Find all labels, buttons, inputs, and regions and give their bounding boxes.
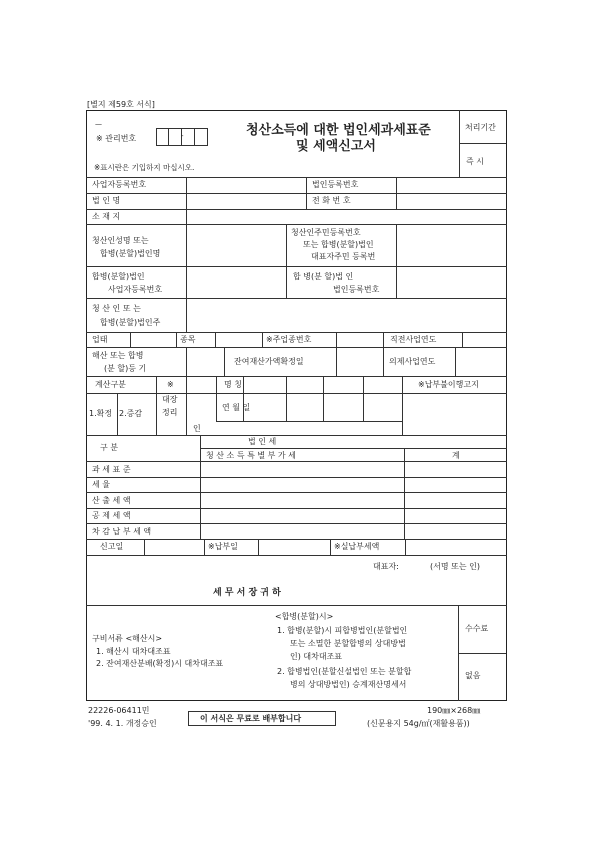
total-header: 계: [452, 451, 460, 460]
mgmt-separator: -: [181, 132, 184, 140]
nonpay-notice-label: ※납부불이행고지: [418, 380, 479, 389]
main-code-label: ※주업종번호: [266, 335, 312, 344]
ledger-seal-label: 인: [193, 424, 201, 433]
calc-confirm-label: 1.확정: [89, 409, 113, 418]
section-label: 구 분: [100, 443, 118, 452]
residual-date-label: 잔여재산가액확정일: [234, 357, 304, 366]
mgmt-box-top: [156, 128, 208, 129]
addressee-label: 세 무 서 장 귀 하: [213, 588, 281, 598]
dash-mark: —: [95, 120, 102, 128]
attachments-right-title: <합병(분할)시>: [275, 612, 334, 621]
actual-payment-label: ※실납부세액: [334, 542, 380, 551]
tax-row-label: 산 출 세 액: [92, 496, 131, 505]
filing-date-label: 신고일: [100, 542, 124, 551]
dissolution-label-2: (분 할)등 기: [104, 364, 147, 373]
ledger-label-2: 정리: [162, 408, 178, 417]
payment-date-label: ※납부일: [208, 542, 238, 551]
mgmt-digit-box[interactable]: [195, 128, 208, 146]
ledger-date-label: 연 월 일: [222, 403, 251, 412]
corp-reg-no-label: 법인등록번호: [312, 180, 359, 189]
tax-row-label: 차 감 납 부 세 액: [92, 527, 152, 536]
liquidator-name-label-2: 합병(분할)법인명: [100, 249, 161, 258]
fee-label: 수수료: [465, 624, 489, 633]
liquidator-address-label-2: 합병(분할)법인주: [100, 318, 161, 327]
calc-increase-label: 2.증감: [119, 409, 143, 418]
corp-tax-header: 법 인 세: [248, 437, 277, 446]
liquidation-tax-header: 청 산 소 득 특 별 부 가 세: [206, 451, 296, 460]
notice-text: ※표시란은 기입하지 마십시오.: [94, 163, 195, 172]
address-label: 소 재 지: [92, 212, 121, 221]
paper-type: (신문용지 54g/㎡(재활용품)): [367, 719, 470, 728]
attachment-item: 인) 대차대조표: [290, 652, 343, 661]
liquidator-id-label-1: 청산인주민등록번호: [291, 228, 361, 237]
tax-row-label: 세 율: [92, 480, 110, 489]
paper-size: 190㎜×268㎜: [427, 706, 481, 715]
seal-note: (서명 또는 인): [430, 562, 480, 571]
form-number: [별지 제59호 서식]: [87, 100, 155, 109]
liquidator-name-label-1: 청산인성명 또는: [92, 236, 149, 245]
liquidator-id-label-2: 또는 합병(분할)법인: [303, 240, 374, 249]
form-title-line2: 및 세액신고서: [296, 139, 376, 154]
attachment-item: 2. 합병법인(분할신설법인 또는 분할합: [277, 667, 412, 676]
phone-label: 전 화 번 호: [312, 196, 351, 205]
tax-row-label: 공 제 세 액: [92, 511, 131, 520]
business-item-label: 종목: [180, 335, 196, 344]
free-notice: 이 서식은 무료로 배부합니다: [200, 714, 302, 723]
tax-row-label: 과 세 표 준: [92, 465, 131, 474]
biz-reg-no-label: 사업자등록번호: [92, 180, 147, 189]
liquidator-id-label-3: 대표자주민 등록번: [311, 252, 376, 261]
form-code: 22226-06411민: [88, 706, 150, 715]
merger-biz-label-2: 사업자등록번호: [108, 285, 163, 294]
corp-name-label: 법 인 명: [92, 196, 121, 205]
mgmt-digit-box[interactable]: [156, 128, 169, 146]
attachments-left-title: 구비서류 <해산시>: [92, 634, 163, 643]
form-title-line1: 청산소득에 대한 법인세과세표준: [246, 123, 431, 138]
merger-corp-label-1: 합 병(분 할)법 인: [293, 272, 354, 281]
attachment-item: 병의 상대방법인) 승계재산명세서: [290, 680, 407, 689]
attachment-item: 또는 소멸한 분할합병의 상대방법: [290, 639, 406, 648]
ledger-label-1: 대장: [162, 395, 178, 404]
processing-period-label: 처리기간: [465, 123, 496, 132]
fee-value: 없음: [465, 671, 481, 680]
calc-type-label: 계산구분: [95, 380, 126, 389]
representative-label: 대표자:: [373, 562, 399, 571]
processing-row-line: [459, 143, 506, 144]
merger-corp-label-2: 법인등록번호: [333, 285, 380, 294]
liquidator-address-label-1: 청 산 인 또 는: [92, 304, 141, 313]
merger-biz-label-1: 합병(분할)법인: [92, 272, 145, 281]
attachment-item: 1. 해산시 대차대조표: [96, 647, 171, 656]
attachment-item: 2. 잔여재산분배(확정)시 대차대조표: [96, 659, 224, 668]
management-number-label: ※ 관리번호: [96, 134, 137, 143]
approval-note: '99. 4. 1. 개정승인: [88, 719, 157, 728]
ledger-name-label: 명 칭: [224, 380, 242, 389]
processing-period-value: 즉 시: [466, 157, 484, 166]
deemed-year-label: 의제사업연도: [389, 357, 436, 366]
attachment-item: 1. 합병(분할)시 피합병법인(분할법인: [277, 626, 408, 635]
business-type-label: 업태: [92, 335, 108, 344]
dissolution-label-1: 해산 또는 합병: [92, 351, 144, 360]
calc-star: ※: [167, 380, 174, 389]
prev-year-label: 직전사업연도: [390, 335, 437, 344]
